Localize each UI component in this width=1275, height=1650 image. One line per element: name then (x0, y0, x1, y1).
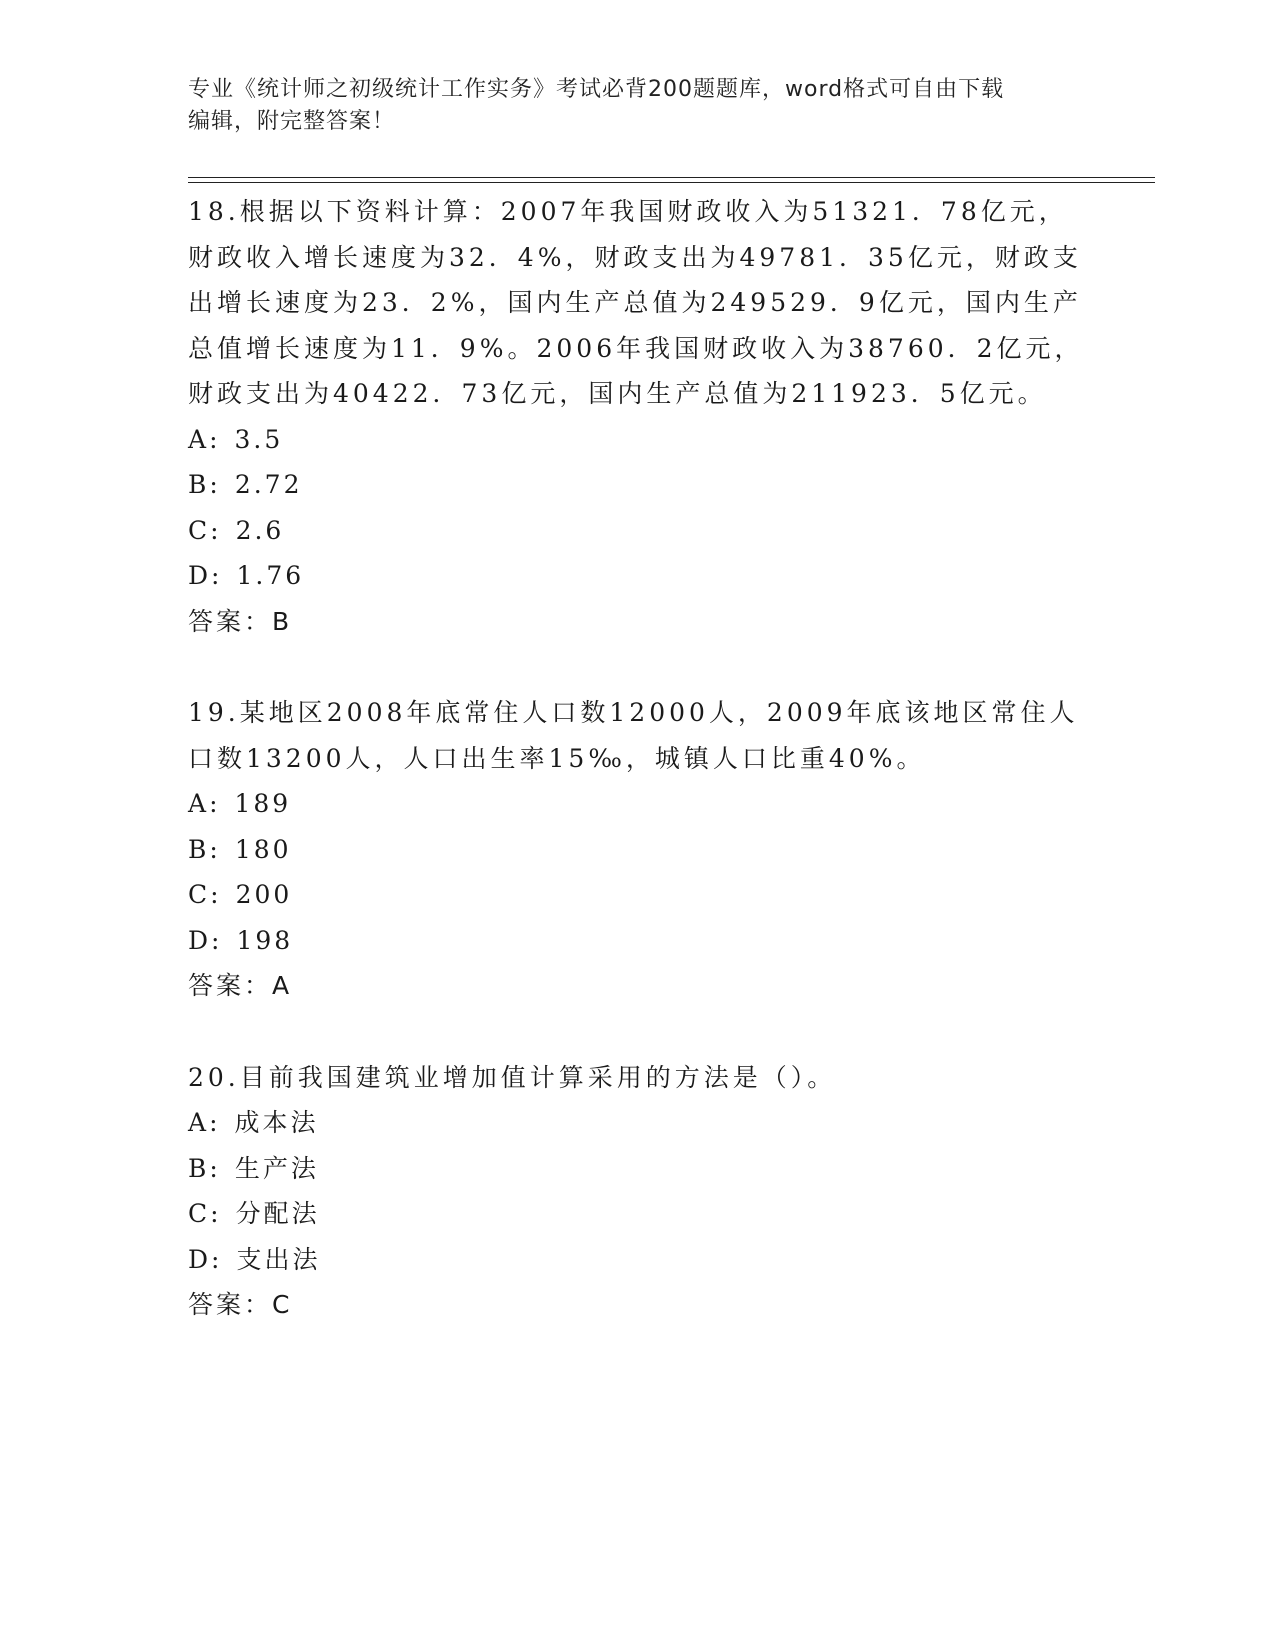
option-text: 2.6 (235, 515, 285, 545)
option-text: 生产法 (234, 1153, 319, 1183)
header-divider-top (188, 177, 1155, 178)
option-letter: B (188, 470, 210, 499)
option-separator: : (209, 424, 221, 454)
option-separator: : (210, 515, 222, 545)
option-text: 成本法 (234, 1108, 319, 1137)
question-19 (188, 690, 1088, 1009)
option-letter: C (188, 1199, 211, 1228)
option-d (188, 918, 1088, 964)
option-a (188, 781, 1088, 827)
option-d (188, 1237, 1088, 1283)
option-a (188, 417, 1088, 463)
option-text: 支出法 (236, 1244, 321, 1274)
answer-line: 答案：A (188, 971, 293, 1000)
option-letter: A (188, 1108, 210, 1137)
option-text: 3.5 (234, 424, 284, 454)
option-letter: B (188, 834, 210, 864)
option-separator: : (209, 834, 221, 864)
option-d (188, 553, 1088, 599)
option-letter: D (188, 561, 212, 590)
option-separator: : (210, 1199, 222, 1228)
option-c (188, 1191, 1088, 1237)
option-letter: D (188, 1244, 212, 1274)
option-letter: C (188, 515, 211, 545)
option-separator: : (209, 1153, 221, 1183)
header-title-line-2: 编辑，附完整答案！ (188, 109, 396, 134)
option-separator: : (211, 561, 223, 590)
answer-line: 答案：C (188, 1290, 293, 1319)
option-c (188, 508, 1088, 554)
question-stem: 20.目前我国建筑业增加值计算采用的方法是（）。 (188, 1062, 837, 1092)
option-separator: : (211, 925, 223, 955)
option-b (188, 1146, 1088, 1192)
option-letter: A (188, 424, 210, 454)
option-text: 180 (234, 834, 292, 864)
header-divider-bottom (188, 182, 1155, 183)
option-text: 198 (236, 925, 294, 955)
option-separator: : (211, 1244, 223, 1274)
option-a (188, 1100, 1088, 1146)
answer-line: 答案：B (188, 606, 293, 636)
option-separator: : (210, 880, 222, 909)
option-text: 200 (235, 880, 293, 909)
question-stem: 19.某地区2008年底常住人口数12000人，2009年底该地区常住人口数13200人，人口出生率15‰，城镇人口比重40%。 (188, 698, 1079, 773)
option-c (188, 872, 1088, 918)
option-separator: : (209, 1108, 221, 1137)
question-stem: 18.根据以下资料计算：2007年我国财政收入为51321．78亿元，财政收入增长速度为32．4%，财政支出为49781．35亿元，财政支出增长速度为23．2%，国内生产总值为249529．9亿元，国内生产总值增长速度为11．9%。2006年我国财政收入为38760．2亿元，财政支出为40422．73亿元，国内生产总值为211923．5亿元。 (188, 197, 1084, 408)
option-b (188, 462, 1088, 508)
header-title-line-1: 专业《统计师之初级统计工作实务》考试必背200题题库，word格式可自由下载 (188, 77, 1005, 102)
option-letter: C (188, 880, 211, 909)
option-letter: D (188, 925, 212, 955)
document-header (188, 74, 1088, 138)
option-text: 1.76 (236, 561, 305, 590)
question-20 (188, 1055, 1088, 1328)
option-separator: : (209, 470, 221, 499)
option-text: 2.72 (234, 470, 303, 499)
option-text: 189 (234, 789, 292, 818)
option-letter: A (188, 789, 210, 818)
option-separator: : (209, 789, 221, 818)
option-letter: B (188, 1153, 210, 1183)
option-b (188, 827, 1088, 873)
option-text: 分配法 (235, 1199, 320, 1228)
question-18 (188, 189, 1088, 644)
question-list (188, 189, 1088, 1374)
